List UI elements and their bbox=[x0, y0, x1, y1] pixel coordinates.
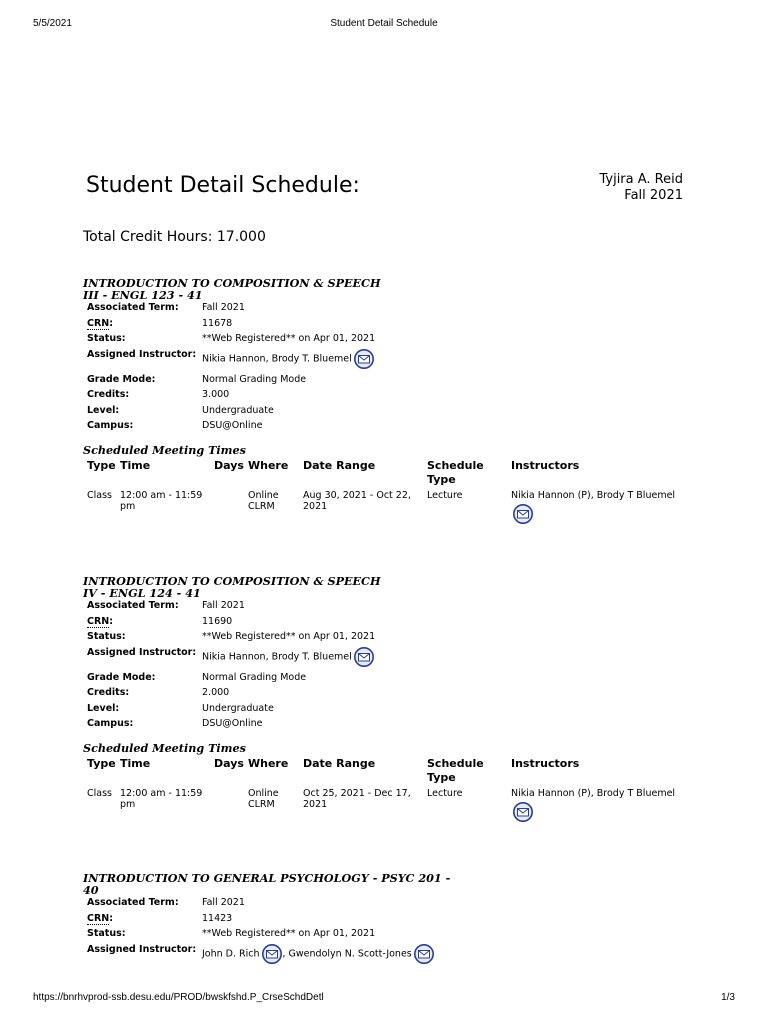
mt-header-where: Where bbox=[248, 458, 289, 472]
mt-header-time: Time bbox=[120, 756, 151, 770]
mt-date-line2: 2021 bbox=[303, 798, 328, 810]
label-campus: Campus: bbox=[87, 718, 134, 729]
course-info-table bbox=[83, 897, 435, 964]
instructor-name: John D. Rich bbox=[202, 948, 260, 959]
mt-header-days: Days bbox=[214, 458, 244, 472]
mt-where-line1: Online bbox=[248, 787, 279, 799]
envelope-icon[interactable] bbox=[413, 944, 435, 964]
student-info bbox=[599, 172, 683, 204]
value-assigned-instructor bbox=[198, 349, 375, 374]
label-crn: CRN: bbox=[87, 317, 114, 329]
value-crn: 11690 bbox=[202, 615, 233, 627]
label-credits: Credits: bbox=[87, 389, 130, 400]
mt-header-days: Days bbox=[214, 756, 244, 770]
label-associated-term: Associated Term: bbox=[87, 600, 179, 611]
status-registered: **Web Registered** bbox=[202, 928, 296, 939]
envelope-icon[interactable] bbox=[353, 647, 375, 667]
course-title-line: III - ENGL 123 - 41 bbox=[83, 288, 203, 302]
status-registered: **Web Registered** bbox=[202, 333, 296, 344]
mt-date-line1: Oct 25, 2021 - Dec 17, bbox=[303, 787, 411, 799]
status-date: on Apr 01, 2021 bbox=[295, 631, 376, 642]
course-info-table bbox=[83, 600, 375, 734]
mt-where-line1: Online bbox=[248, 489, 279, 501]
course-info-table bbox=[83, 302, 375, 436]
course-title-line: IV - ENGL 124 - 41 bbox=[83, 586, 201, 600]
value-status bbox=[198, 928, 435, 944]
value-status bbox=[198, 631, 375, 647]
value-associated-term: Fall 2021 bbox=[202, 302, 245, 313]
mt-where-line2: CLRM bbox=[248, 500, 275, 512]
value-level: Undergraduate bbox=[202, 702, 274, 714]
page-title: Student Detail Schedule: bbox=[86, 173, 360, 198]
mt-date-line1: Aug 30, 2021 - Oct 22, bbox=[303, 489, 411, 501]
status-date: on Apr 01, 2021 bbox=[295, 333, 376, 344]
label-level: Level: bbox=[87, 702, 120, 714]
instructor-name: , Gwendolyn N. Scott-Jones bbox=[282, 948, 412, 959]
label-associated-term: Associated Term: bbox=[87, 302, 179, 313]
course-block bbox=[83, 574, 676, 825]
mt-header-schedule-type: Schedule Type bbox=[427, 756, 484, 784]
label-grade-mode: Grade Mode: bbox=[87, 671, 156, 683]
label-assigned-instructor: Assigned Instructor: bbox=[87, 646, 197, 658]
label-associated-term: Associated Term: bbox=[87, 897, 179, 908]
mt-instructors: Nikia Hannon (P), Brody T Bluemel bbox=[511, 489, 676, 501]
course-title[interactable] bbox=[83, 575, 513, 599]
course-title-line: INTRODUCTION TO COMPOSITION & SPEECH bbox=[83, 276, 381, 290]
label-status: Status: bbox=[87, 333, 126, 344]
value-crn: 11423 bbox=[202, 912, 233, 924]
crn-abbr: CRN bbox=[87, 615, 110, 627]
label-assigned-instructor: Assigned Instructor: bbox=[87, 348, 197, 360]
label-assigned-instructor: Assigned Instructor: bbox=[87, 943, 197, 955]
envelope-icon[interactable] bbox=[261, 944, 283, 964]
mt-header-time: Time bbox=[120, 458, 151, 472]
instructor-names: Nikia Hannon, Brody T. Bluemel bbox=[202, 353, 352, 364]
envelope-icon[interactable] bbox=[353, 349, 375, 369]
value-campus: DSU@Online bbox=[202, 718, 263, 729]
mt-instructors: Nikia Hannon (P), Brody T Bluemel bbox=[511, 787, 676, 799]
mt-where-line2: CLRM bbox=[248, 798, 275, 810]
label-campus: Campus: bbox=[87, 420, 134, 431]
mt-schedule-type: Lecture bbox=[427, 787, 463, 799]
value-crn: 11678 bbox=[202, 317, 233, 329]
instructor-names: Nikia Hannon, Brody T. Bluemel bbox=[202, 651, 352, 662]
mt-header-date-range: Date Range bbox=[303, 756, 376, 770]
value-grade-mode: Normal Grading Mode bbox=[202, 671, 307, 683]
mt-header-schedule-type: Schedule Type bbox=[427, 458, 484, 486]
label-status: Status: bbox=[87, 631, 126, 642]
course-title-line: INTRODUCTION TO GENERAL PSYCHOLOGY - PSYC 201 - bbox=[83, 871, 451, 885]
label-grade-mode: Grade Mode: bbox=[87, 373, 156, 385]
value-campus: DSU@Online bbox=[202, 420, 263, 431]
value-grade-mode: Normal Grading Mode bbox=[202, 373, 307, 385]
label-level: Level: bbox=[87, 404, 120, 416]
print-date: 5/5/2021 bbox=[33, 18, 72, 29]
scheduled-meeting-times-heading: Scheduled Meeting Times bbox=[83, 740, 246, 755]
course-title-line: 40 bbox=[83, 883, 99, 897]
mt-header-type: Type bbox=[87, 756, 116, 770]
course-block bbox=[83, 872, 513, 964]
print-title: Student Detail Schedule bbox=[330, 18, 438, 29]
print-page-number: 1/3 bbox=[721, 992, 735, 1003]
value-status bbox=[198, 333, 375, 349]
envelope-icon[interactable] bbox=[512, 504, 534, 524]
student-name: Tyjira A. Reid bbox=[599, 172, 683, 187]
value-level: Undergraduate bbox=[202, 404, 274, 416]
mt-header-instructors: Instructors bbox=[511, 756, 580, 770]
crn-abbr: CRN bbox=[87, 912, 110, 924]
meeting-times-table bbox=[83, 755, 703, 825]
envelope-icon[interactable] bbox=[512, 802, 534, 822]
mt-type: Class bbox=[87, 489, 112, 501]
student-term: Fall 2021 bbox=[624, 188, 683, 203]
crn-abbr: CRN bbox=[87, 317, 110, 329]
course-title-line: INTRODUCTION TO COMPOSITION & SPEECH bbox=[83, 574, 381, 588]
value-associated-term: Fall 2021 bbox=[202, 600, 245, 611]
print-url: https://bnrhvprod-ssb.desu.edu/PROD/bwskfshd.P_CrseSchdDetl bbox=[33, 992, 324, 1003]
label-status: Status: bbox=[87, 928, 126, 939]
mt-header-instructors: Instructors bbox=[511, 458, 580, 472]
mt-time-line2: pm bbox=[120, 500, 136, 512]
value-credits: 3.000 bbox=[202, 389, 230, 400]
mt-date-line2: 2021 bbox=[303, 500, 328, 512]
scheduled-meeting-times-heading: Scheduled Meeting Times bbox=[83, 442, 246, 457]
total-credit-hours: Total Credit Hours: 17.000 bbox=[83, 229, 266, 245]
status-registered: **Web Registered** bbox=[202, 631, 296, 642]
label-credits: Credits: bbox=[87, 687, 130, 698]
label-crn: CRN: bbox=[87, 912, 114, 924]
course-title[interactable] bbox=[83, 277, 513, 301]
mt-time-line1: 12:00 am - 11:59 bbox=[120, 489, 203, 501]
mt-header-date-range: Date Range bbox=[303, 458, 376, 472]
meeting-times-table bbox=[83, 457, 703, 527]
label-crn: CRN: bbox=[87, 615, 114, 627]
mt-schedule-type: Lecture bbox=[427, 489, 463, 501]
value-assigned-instructor bbox=[198, 944, 435, 964]
value-credits: 2.000 bbox=[202, 687, 230, 698]
course-block bbox=[83, 276, 676, 527]
course-title[interactable] bbox=[83, 872, 513, 896]
mt-type: Class bbox=[87, 787, 112, 799]
status-date: on Apr 01, 2021 bbox=[295, 928, 376, 939]
mt-header-type: Type bbox=[87, 458, 116, 472]
value-assigned-instructor bbox=[198, 647, 375, 672]
mt-time-line2: pm bbox=[120, 798, 136, 810]
mt-time-line1: 12:00 am - 11:59 bbox=[120, 787, 203, 799]
mt-header-where: Where bbox=[248, 756, 289, 770]
value-associated-term: Fall 2021 bbox=[202, 897, 245, 908]
